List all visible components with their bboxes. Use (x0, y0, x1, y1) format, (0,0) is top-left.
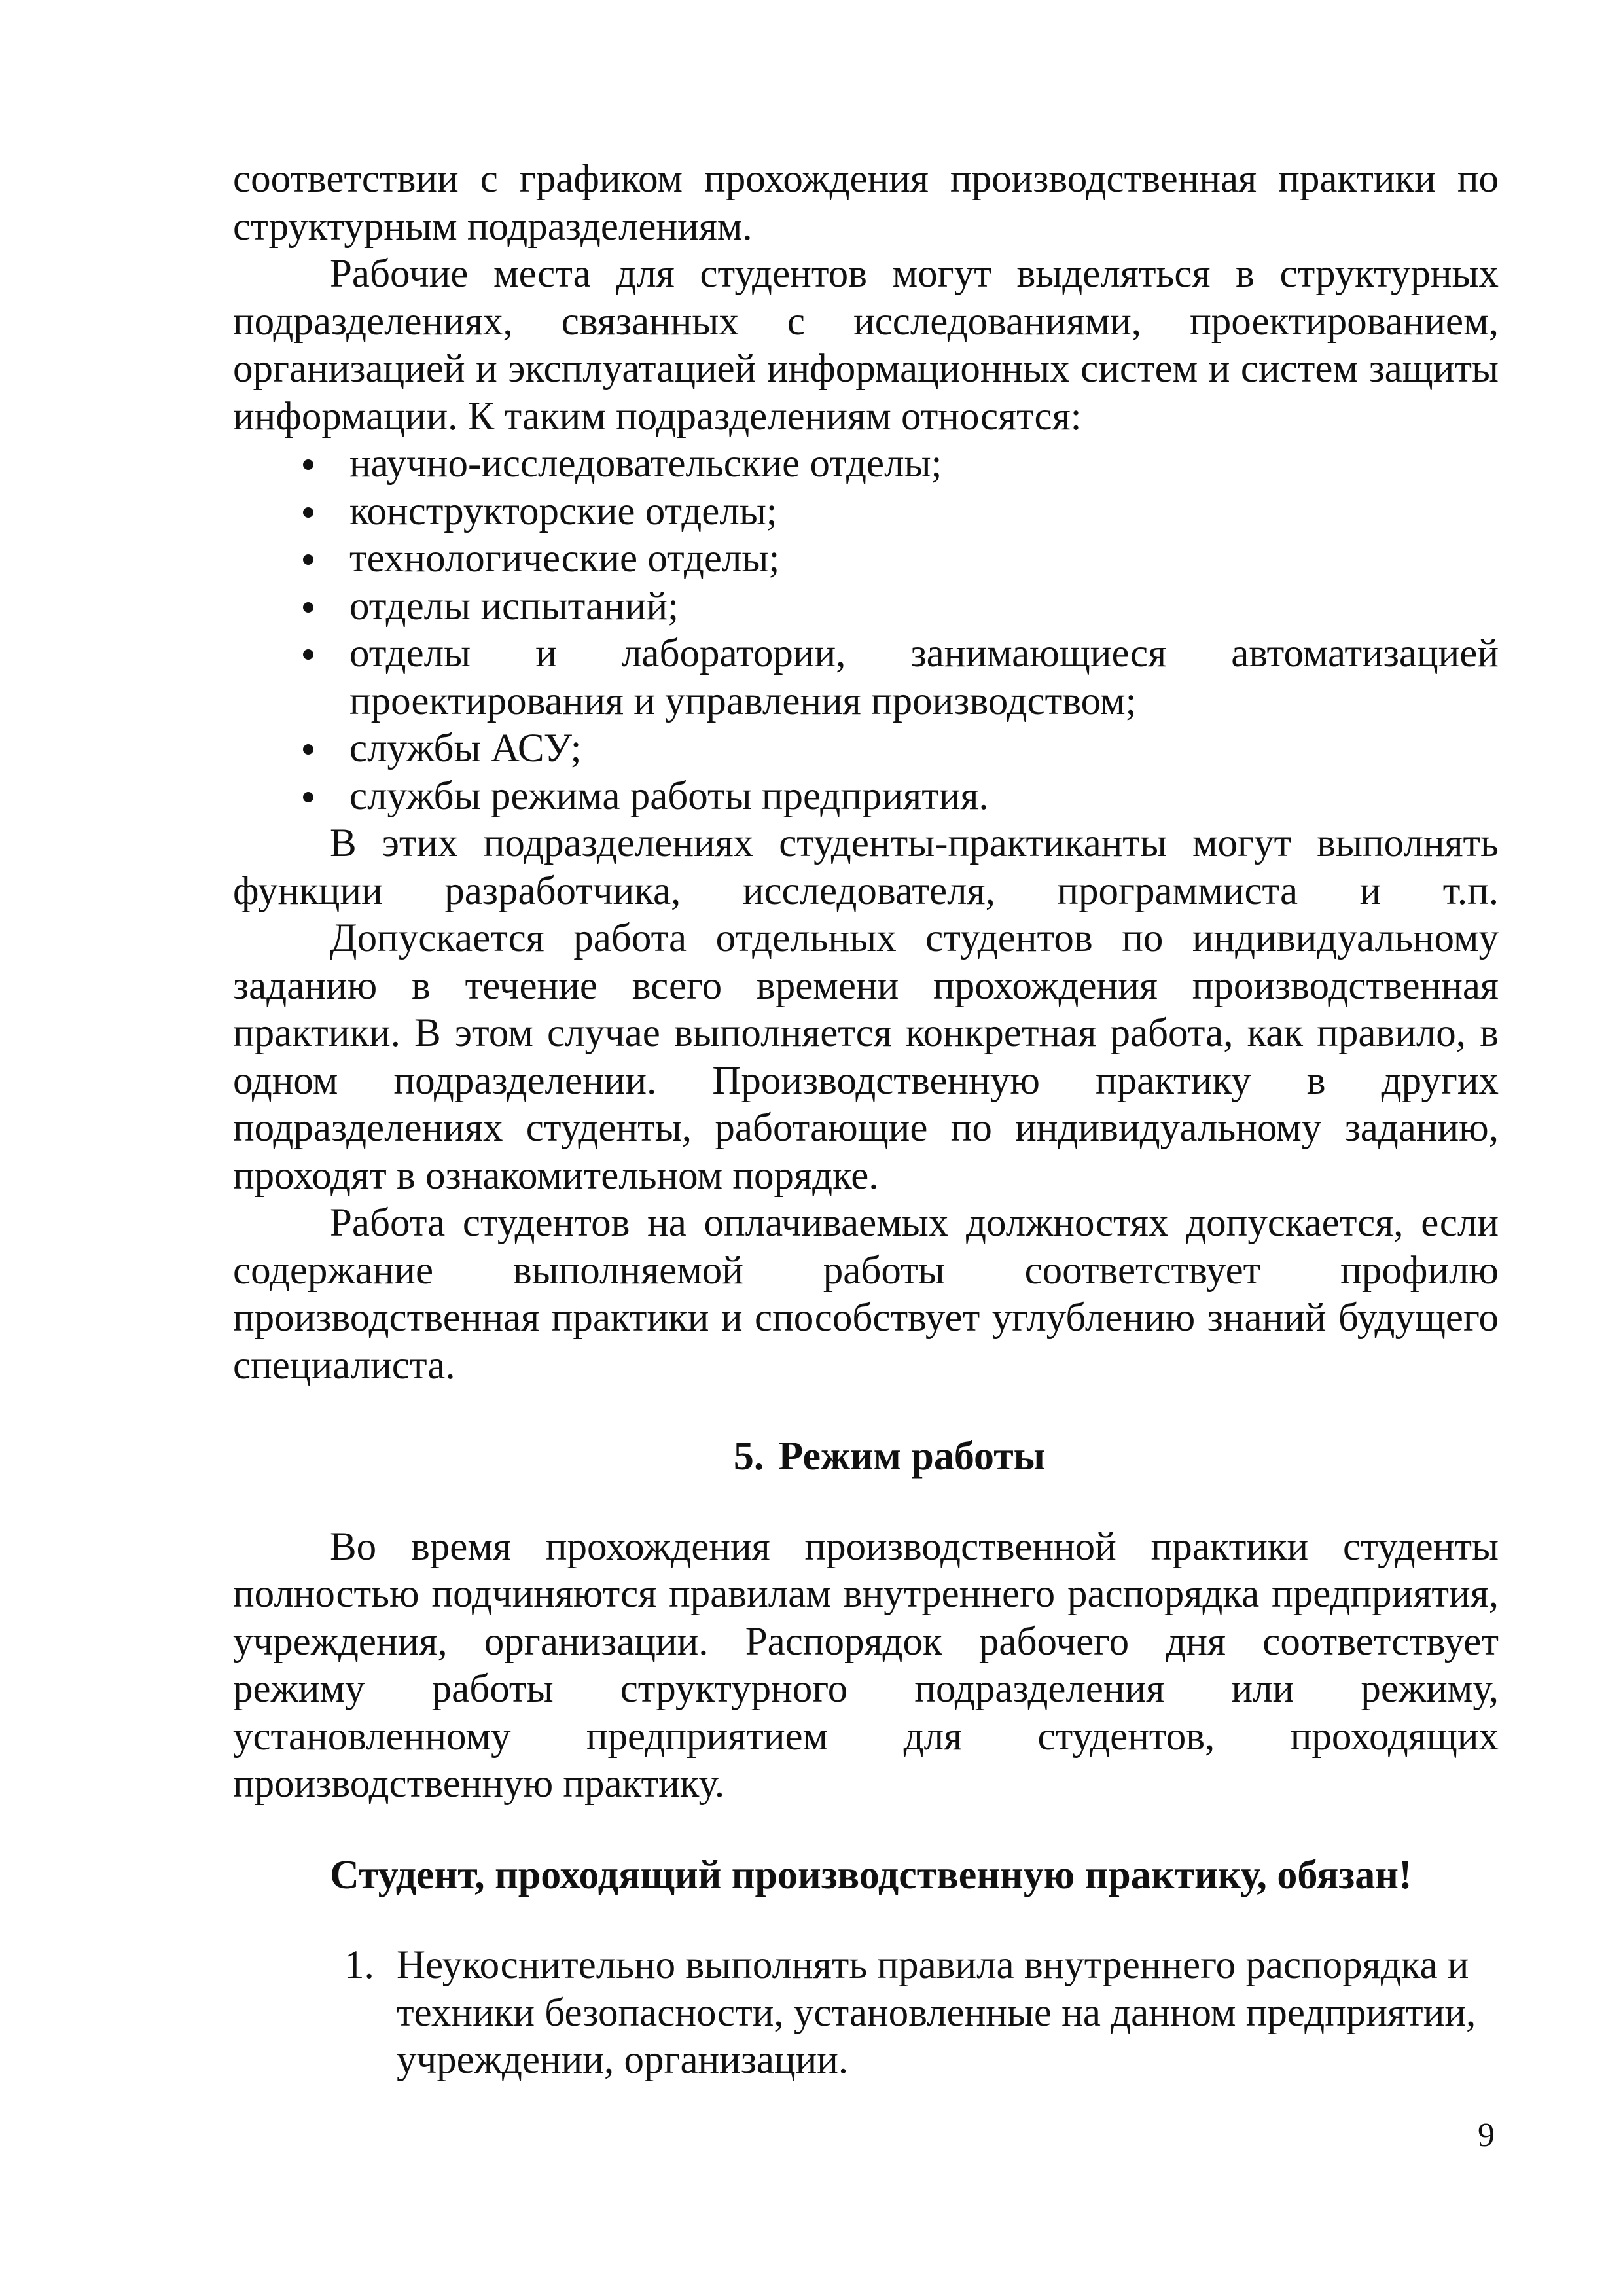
item-text: Неукоснительно выполнять правила внутреннего распорядка и техники безопасности, установленные на данном предприятии, учреждении, организации. (397, 1943, 1476, 2082)
section-heading (233, 1433, 1499, 1480)
bullet-icon (303, 744, 313, 755)
page-number: 9 (1478, 2117, 1495, 2154)
section-title: Режим работы (778, 1434, 1046, 1479)
document-page (233, 156, 1499, 2085)
paragraph-paid-positions: Работа студентов на оплачиваемых должностях допускается, если содержание выполняемой работы соответствует профилю производственная практики и способствует углублению знаний будущего специалиста. (233, 1201, 1499, 1388)
bullet-icon (303, 554, 313, 565)
list-item: отделы испытаний; (233, 583, 1499, 631)
bullet-icon (303, 649, 313, 660)
list-item: конструкторские отделы; (233, 488, 1499, 536)
section-number: 5. (733, 1434, 764, 1479)
list-item: отделы и лаборатории, занимающиеся автоматизацией проектирования и управления производством; (233, 630, 1499, 725)
item-number: 1. (344, 1943, 374, 1987)
bullet-icon (303, 507, 313, 518)
list-item: службы АСУ; (233, 725, 1499, 773)
departments-list (233, 440, 1499, 820)
bullet-icon (303, 459, 313, 470)
obligations-list (233, 1942, 1499, 2085)
list-item: технологические отделы; (233, 535, 1499, 583)
list-item (233, 1942, 1499, 2085)
paragraph-continuation: соответствии с графиком прохождения производственная практики по структурным подразделениям. (233, 157, 1499, 249)
paragraph-workplaces: Рабочие места для студентов могут выделяться в структурных подразделениях, связанных с исследованиями, проектированием, организацией и эксплуатацией информационных систем и систем защиты информации. К таким подразделениям относятся: (233, 252, 1499, 439)
list-item: научно-исследовательские отделы; (233, 440, 1499, 488)
paragraph-individual-task: Допускается работа отдельных студентов по индивидуальному заданию в течение всего времени прохождения производственная практики. В этом случае выполняется конкретная работа, как правило, в одном подразделении. Производственную практику в других подразделениях студенты, работающие по индивидуальному заданию, проходят в ознакомительном порядке. (233, 916, 1499, 1198)
obligations-heading: Студент, проходящий производственную практику, обязан! (330, 1852, 1412, 1897)
paragraph-functions: В этих подразделениях студенты-практиканты могут выполнять функции разработчика, исследователя, программиста и т.п. (233, 821, 1499, 913)
paragraph-work-regime: Во время прохождения производственной практики студенты полностью подчиняются правилам внутреннего распорядка предприятия, учреждения, организации. Распорядок рабочего дня соответствует режиму работы структурного подразделения или режиму, установленному предприятием для студентов, проходящих производственную практику. (233, 1524, 1499, 1806)
bullet-icon (303, 792, 313, 802)
bullet-icon (303, 602, 313, 613)
list-item: службы режима работы предприятия. (233, 773, 1499, 821)
